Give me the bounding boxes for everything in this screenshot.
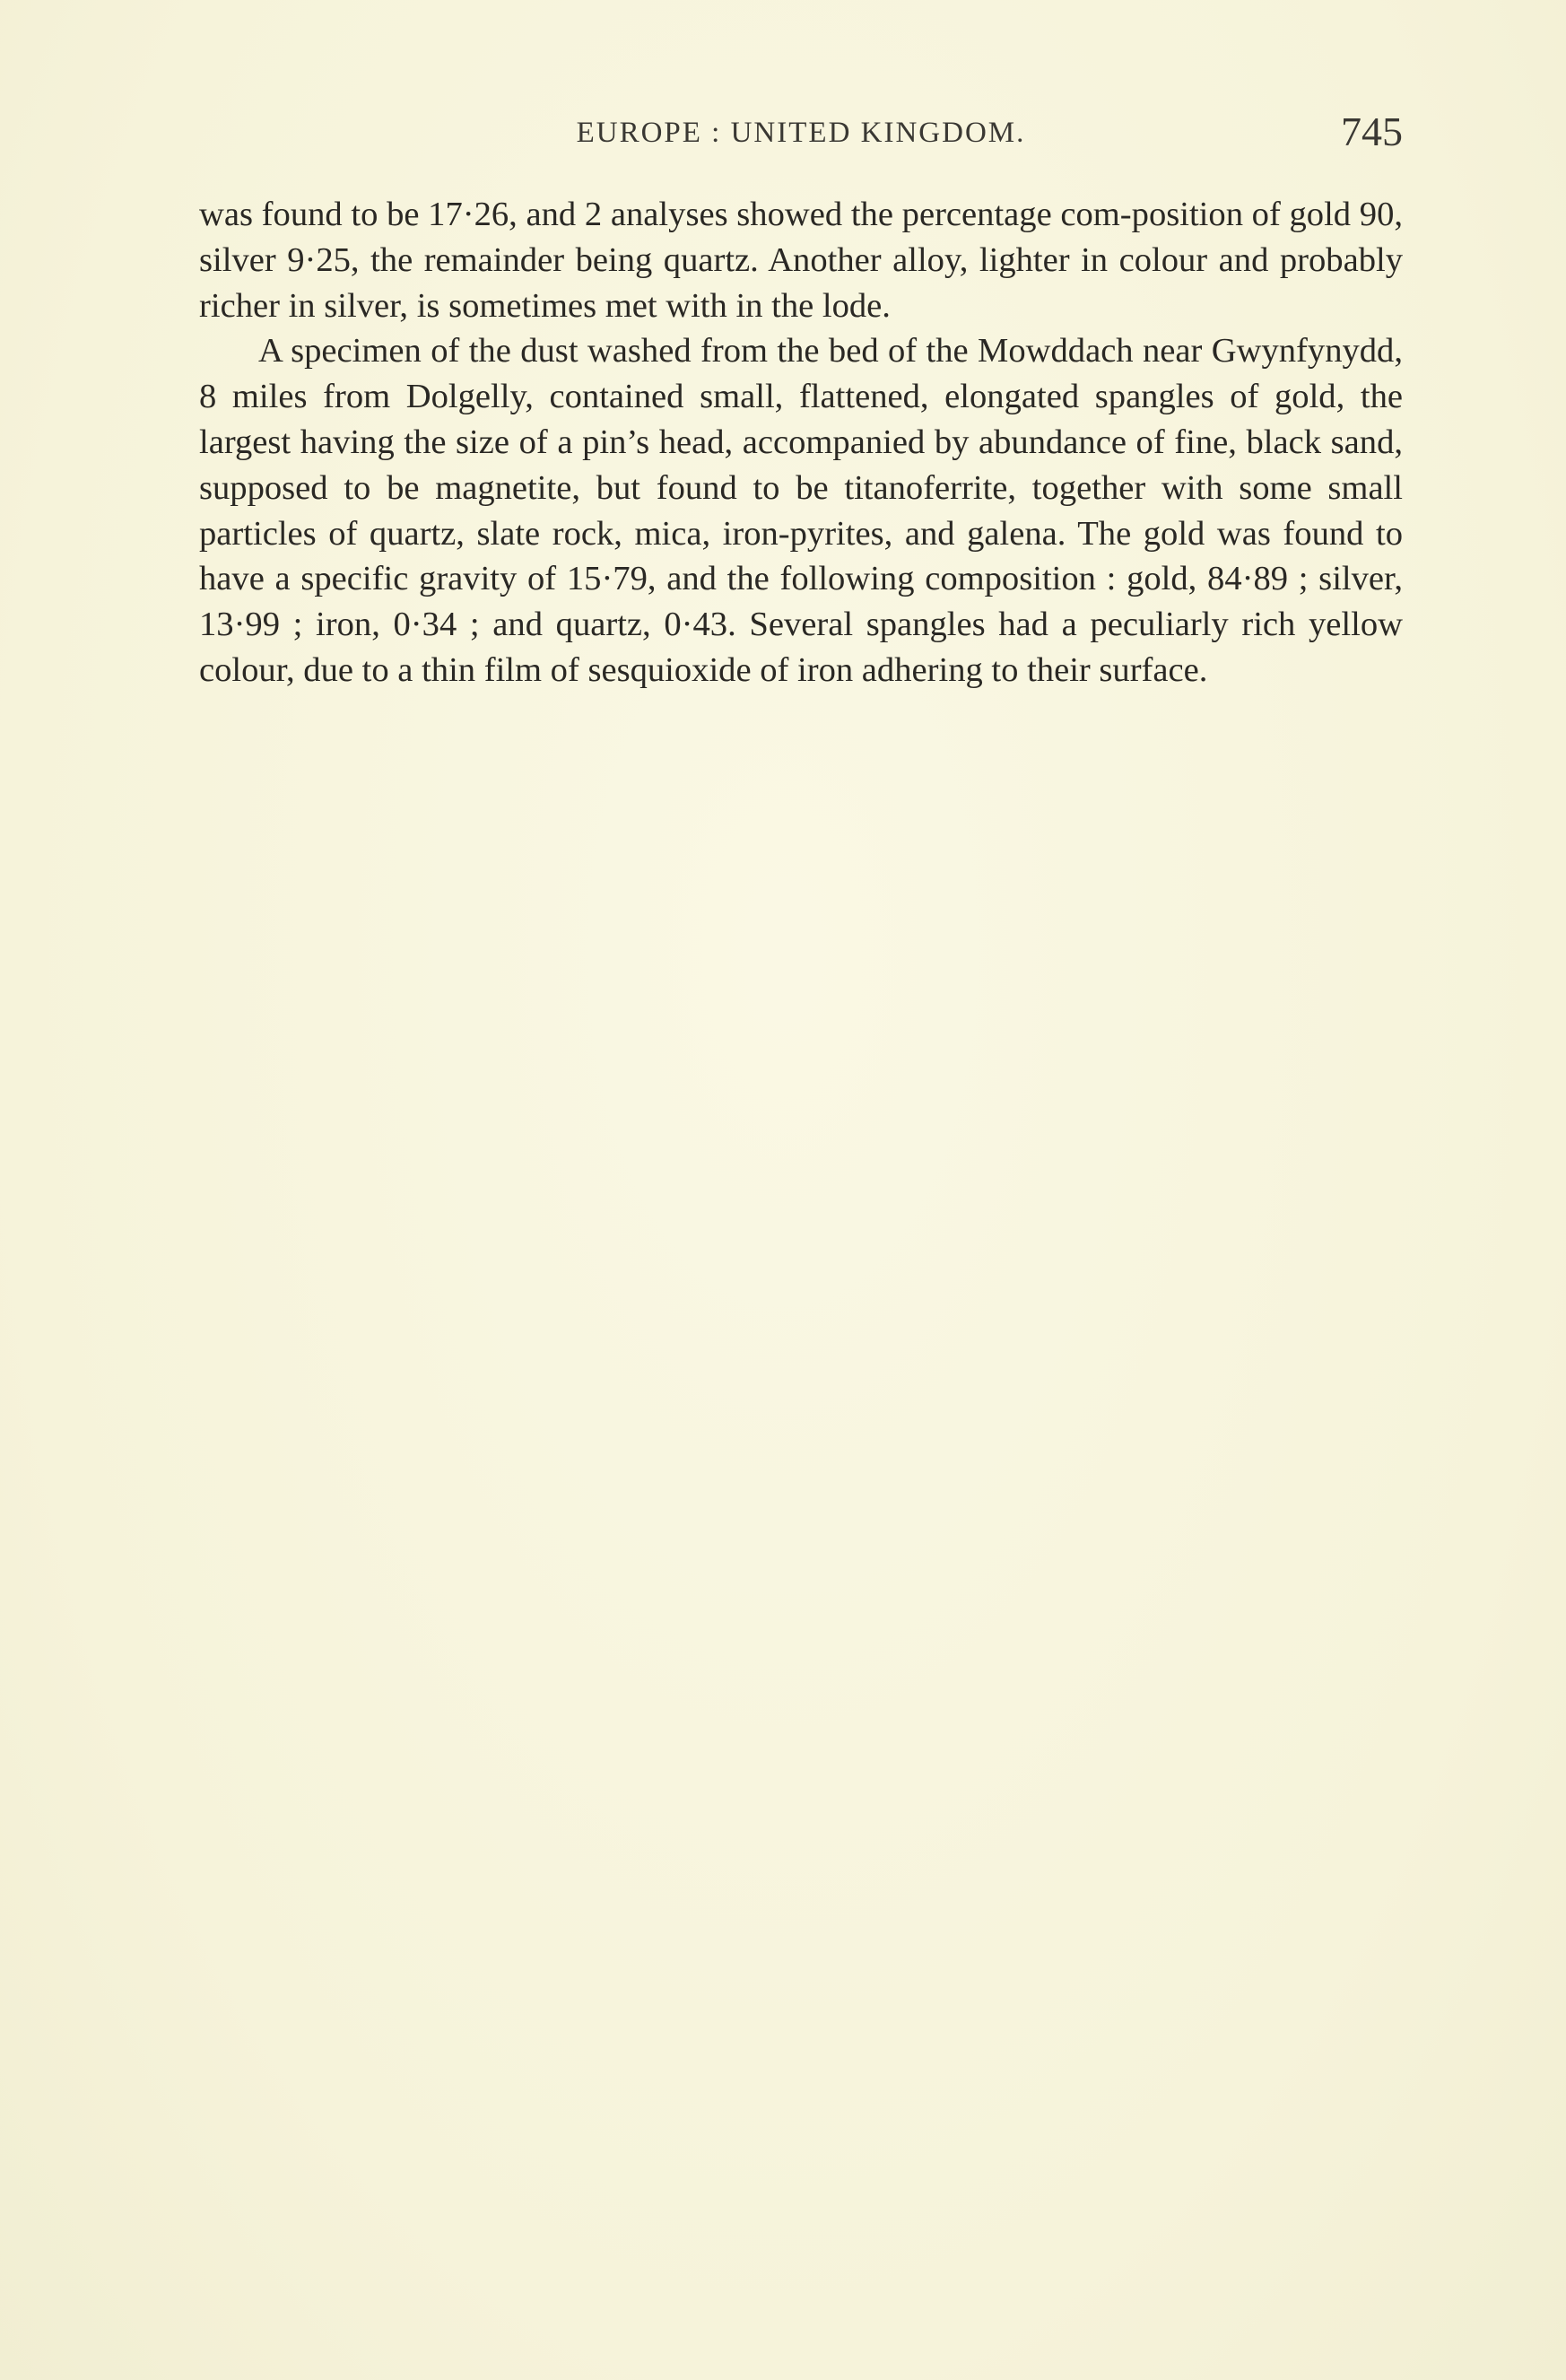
- running-head: [199, 108, 1403, 161]
- paragraph-specimen: A specimen of the dust washed from the bed of the Mowddach near Gwynfynydd, 8 miles from Dolgelly, contained small, flattened, elongated spangles of gold, the largest having the size of a pin’s head, accompanied by abundance of fine, black sand, supposed to be magnetite, but found to be titanoferrite, together with some small particles of quartz, slate rock, mica, iron-pyrites, and galena. The gold was found to have a specific gravity of 15·79, and the following composition : gold, 84·89 ; silver, 13·99 ; iron, 0·34 ; and quartz, 0·43. Several spangles had a peculiarly rich yellow colour, due to a thin film of sesquioxide of iron adhering to their surface.: [199, 332, 1403, 689]
- page-number: 745: [1341, 109, 1403, 154]
- body-text: [199, 192, 1403, 693]
- running-head-title: EUROPE : UNITED KINGDOM.: [576, 117, 1026, 149]
- paragraph-continued: was found to be 17·26, and 2 analyses showed the percentage com-position of gold 90, silver 9·25, the remainder being quartz. Another alloy, lighter in colour and probably richer in silver, is sometimes met with in the lode.: [199, 196, 1403, 325]
